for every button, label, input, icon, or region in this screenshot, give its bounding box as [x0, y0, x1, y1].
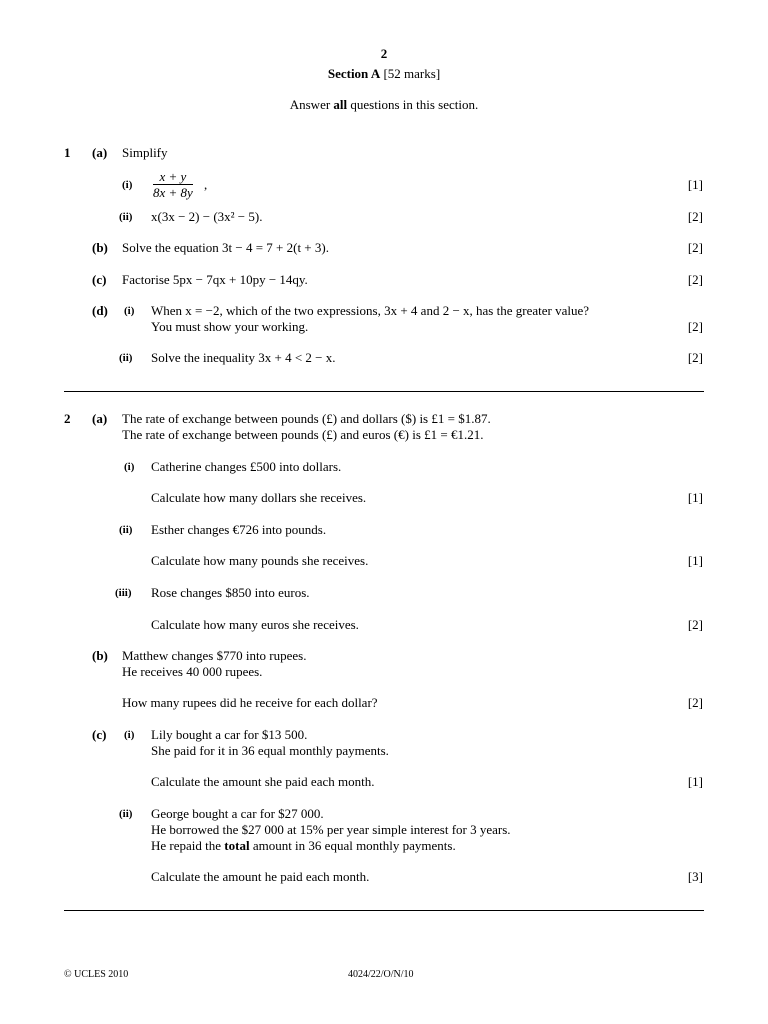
- q1aii-text: x(3x − 2) − (3x² − 5).: [151, 209, 263, 224]
- section-marks: [52 marks]: [383, 66, 441, 81]
- fraction-numerator: x + y: [153, 170, 193, 185]
- q2a-label: (a): [92, 411, 108, 426]
- section-title-bold: Section A: [327, 66, 381, 81]
- q2cii-line2: He borrowed the $27 000 at 15% per year simple interest for 3 years.: [151, 822, 511, 837]
- q1a-label: (a): [92, 145, 108, 160]
- q2ci-line3: Calculate the amount she paid each month.: [151, 774, 375, 789]
- q2ci-mark: [1]: [687, 774, 703, 789]
- q1b-mark: [2]: [687, 240, 703, 255]
- instruction-post: questions in this section.: [350, 97, 479, 112]
- q2a-line2: The rate of exchange between pounds (£) and euros (€) is £1 = €1.21.: [122, 427, 484, 442]
- q2cii-line4: Calculate the amount he paid each month.: [151, 869, 370, 884]
- q1c-text: Factorise 5px − 7qx + 10py − 14qy.: [122, 272, 308, 287]
- q2cii-line3: [151, 838, 456, 854]
- q1ai-mark: [1]: [687, 177, 703, 192]
- q1di-line2: You must show your working.: [151, 319, 309, 334]
- q2ci-line1: Lily bought a car for $13 500.: [151, 727, 308, 742]
- q1dii-mark: [2]: [687, 350, 703, 365]
- q2aii-line1: Esther changes €726 into pounds.: [151, 522, 327, 537]
- q1dii-label: (ii): [119, 352, 133, 364]
- q1ai-comma: ,: [204, 177, 208, 192]
- instruction-bold: all: [333, 97, 348, 112]
- q2ai-line1: Catherine changes £500 into dollars.: [151, 459, 342, 474]
- q2aiii-label: (iii): [115, 587, 132, 599]
- q2cii-line3-pre: He repaid the: [151, 838, 222, 853]
- q2ai-mark: [1]: [687, 490, 703, 505]
- q2aiii-line2: Calculate how many euros she receives.: [151, 617, 359, 632]
- q2ai-line2: Calculate how many dollars she receives.: [151, 490, 367, 505]
- q2aii-label: (ii): [119, 524, 133, 536]
- divider: [64, 391, 704, 392]
- q1dii-text: Solve the inequality 3x + 4 < 2 − x.: [151, 350, 336, 365]
- section-instruction: [0, 97, 768, 113]
- q1di-line1: When x = −2, which of the two expressions, 3x + 4 and 2 − x, has the greater value?: [151, 303, 589, 318]
- q2b-mark: [2]: [687, 695, 703, 710]
- q1aii-label: (ii): [119, 211, 133, 223]
- q2cii-mark: [3]: [687, 869, 703, 884]
- q2b-line3: How many rupees did he receive for each dollar?: [122, 695, 378, 710]
- q2ci-line2: She paid for it in 36 equal monthly payments.: [151, 743, 389, 758]
- q2ai-label: (i): [124, 461, 135, 473]
- q2cii-line3-bold: total: [224, 838, 250, 853]
- q1c-label: (c): [92, 272, 107, 287]
- q2aii-mark: [1]: [687, 553, 703, 568]
- instruction-pre: Answer: [289, 97, 331, 112]
- q2cii-line1: George bought a car for $27 000.: [151, 806, 324, 821]
- q1ai-label: (i): [122, 179, 133, 191]
- q2aii-line2: Calculate how many pounds she receives.: [151, 553, 369, 568]
- q2c-label: (c): [92, 727, 107, 742]
- footer-copyright: © UCLES 2010: [64, 969, 129, 980]
- q2-number: 2: [64, 411, 71, 426]
- divider: [64, 910, 704, 911]
- footer-code: 4024/22/O/N/10: [348, 969, 414, 980]
- q1di-label: (i): [124, 305, 135, 317]
- q2a-line1: The rate of exchange between pounds (£) and dollars ($) is £1 = $1.87.: [122, 411, 491, 426]
- q2ci-label: (i): [124, 729, 135, 741]
- q1-number: 1: [64, 145, 71, 160]
- q1d-label: (d): [92, 303, 108, 318]
- q1b-text: Solve the equation 3t − 4 = 7 + 2(t + 3).: [122, 240, 329, 255]
- q1ai-fraction: [153, 170, 193, 199]
- q2cii-line3-post: amount in 36 equal monthly payments.: [252, 838, 456, 853]
- q1aii-mark: [2]: [687, 209, 703, 224]
- q2b-line1: Matthew changes $770 into rupees.: [122, 648, 307, 663]
- q2b-line2: He receives 40 000 rupees.: [122, 664, 263, 679]
- q2aiii-mark: [2]: [687, 617, 703, 632]
- section-title: [0, 66, 768, 82]
- q2aiii-line1: Rose changes $850 into euros.: [151, 585, 310, 600]
- q2cii-label: (ii): [119, 808, 133, 820]
- q2b-label: (b): [92, 648, 108, 663]
- q1b-label: (b): [92, 240, 108, 255]
- page-number: 2: [380, 46, 388, 61]
- q1c-mark: [2]: [687, 272, 703, 287]
- fraction-denominator: 8x + 8y: [153, 185, 193, 200]
- q1di-mark: [2]: [687, 319, 703, 334]
- q1a-text: Simplify: [122, 145, 168, 160]
